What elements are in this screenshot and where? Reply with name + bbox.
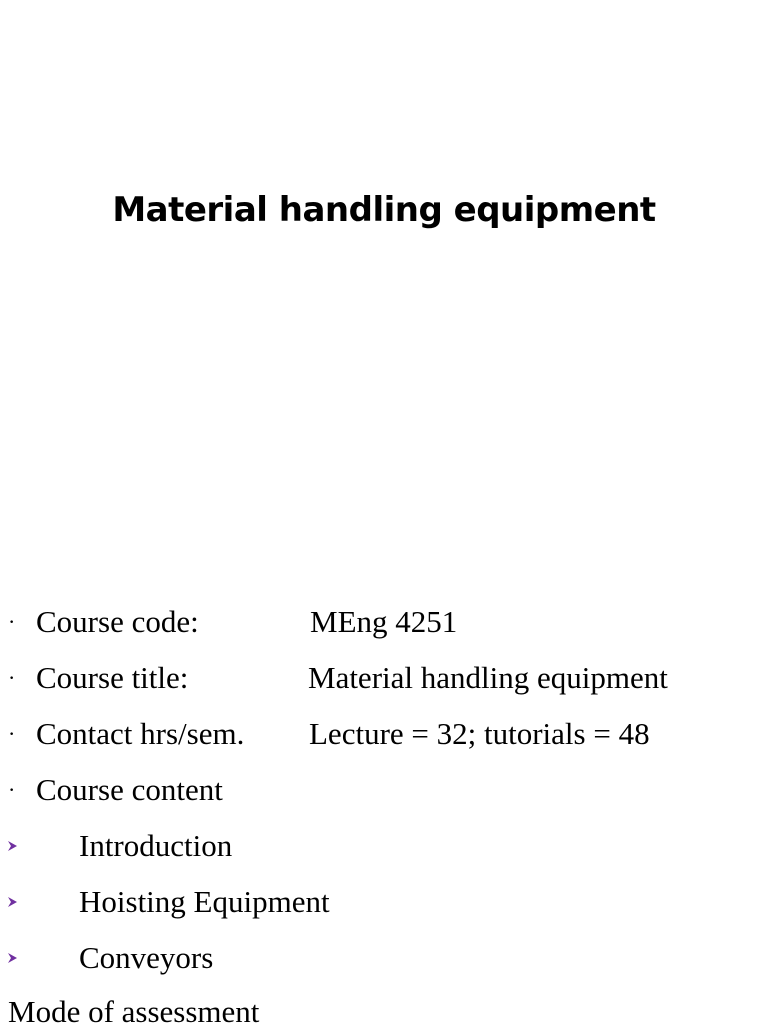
- course-code-value: MEng 4251: [310, 604, 458, 639]
- bullet-dot: ·: [8, 721, 16, 746]
- mode-of-assessment-text: Mode of assessment: [8, 994, 260, 1024]
- course-title-label: Course title:: [36, 660, 189, 695]
- chevron-right-icon: [8, 938, 17, 963]
- course-title-value: Material handling equipment: [308, 660, 668, 695]
- conveyors-label: Conveyors: [79, 940, 214, 975]
- chevron-right-icon: [8, 882, 17, 907]
- bullet-dot: ·: [8, 665, 16, 690]
- bullet-dot: ·: [8, 777, 16, 802]
- contact-hours-label: Contact hrs/sem.: [36, 716, 245, 751]
- course-code-label: Course code:: [36, 604, 199, 639]
- contact-hours-value: Lecture = 32; tutorials = 48: [309, 716, 650, 751]
- introduction-label: Introduction: [79, 828, 233, 863]
- chevron-right-icon: [8, 826, 17, 851]
- bullet-dot: ·: [8, 609, 16, 634]
- slide-title: Material handling equipment: [112, 190, 656, 230]
- course-content-label: Course content: [36, 772, 223, 807]
- hoisting-equipment-label: Hoisting Equipment: [79, 884, 330, 919]
